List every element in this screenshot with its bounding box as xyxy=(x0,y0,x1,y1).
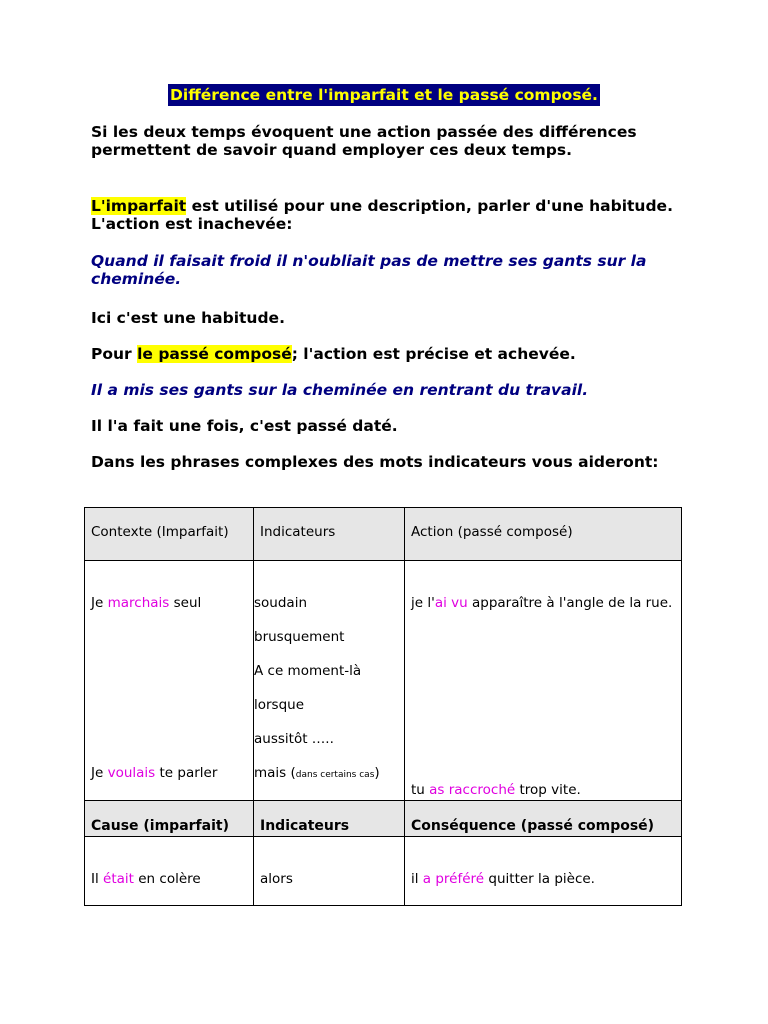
header-indicators: Indicateurs xyxy=(254,508,405,561)
verb-a-prefere: a préféré xyxy=(422,871,485,887)
verb-as-raccroche: as raccroché xyxy=(429,782,516,798)
action-line-2: tu as raccroché trop vite. xyxy=(411,782,581,798)
verb-marchais: marchais xyxy=(107,595,170,611)
indicator-alors: alors xyxy=(254,837,405,906)
indicator-mais: mais (dans certains cas) xyxy=(254,765,380,781)
example-habit: Quand il faisait froid il n'oubliait pas de mettre ses gants sur la cheminée. xyxy=(91,252,647,288)
header-consequence: Conséquence (passé composé) xyxy=(405,801,682,837)
table-row xyxy=(85,561,682,801)
indicator-brusquement: brusquement xyxy=(254,629,345,645)
header-indicators-2: Indicateurs xyxy=(254,801,405,837)
example-completed: Il a mis ses gants sur la cheminée en rentrant du travail. xyxy=(91,381,589,399)
imparfait-term: L'imparfait xyxy=(91,197,187,215)
context-line-1: Je marchais seul xyxy=(91,595,202,611)
action-line-1: je l'ai vu apparaître à l'angle de la rue. xyxy=(411,595,673,611)
passe-compose-paragraph: Pour le passé composé; l'action est précise et achevée. xyxy=(91,345,576,363)
complex-intro: Dans les phrases complexes des mots indicateurs vous aideront: xyxy=(91,453,659,471)
verb-etait: était xyxy=(103,871,134,887)
header-context: Contexte (Imparfait) xyxy=(85,508,254,561)
indicator-aussitot: aussitôt ….. xyxy=(254,731,334,747)
dated-note: Il l'a fait une fois, c'est passé daté. xyxy=(91,417,398,435)
context-line-2: Je voulais te parler xyxy=(91,765,218,781)
table-header-row-2 xyxy=(85,801,682,837)
verb-ai-vu: ai vu xyxy=(434,595,468,611)
context-cell xyxy=(85,561,254,801)
header-cause: Cause (imparfait) xyxy=(85,801,254,837)
document-title: Différence entre l'imparfait et le passé composé. xyxy=(170,86,598,104)
header-action: Action (passé composé) xyxy=(405,508,682,561)
intro-paragraph: Si les deux temps évoquent une action passée des différences permettent de savoir quand employer ces deux temps. xyxy=(91,123,637,159)
indicator-list xyxy=(254,595,380,799)
indicators-table xyxy=(84,507,682,906)
cause-cell: Il était en colère xyxy=(85,837,254,906)
verb-voulais: voulais xyxy=(107,765,156,781)
indicator-soudain: soudain xyxy=(254,595,307,611)
consequence-cell: il a préféré quitter la pièce. xyxy=(405,837,682,906)
indicator-lorsque: lorsque xyxy=(254,697,305,713)
table-row xyxy=(85,837,682,906)
passe-compose-term: le passé composé xyxy=(137,345,292,363)
indicators-cell xyxy=(254,561,405,801)
table-header-row xyxy=(85,508,682,561)
indicator-a-ce-moment: A ce moment-là xyxy=(254,663,362,679)
imparfait-description: est utilisé pour une description, parler d'une habitude. L'action est inachevée: xyxy=(91,197,673,233)
action-cell xyxy=(405,561,682,801)
imparfait-paragraph xyxy=(91,197,691,233)
habit-note: Ici c'est une habitude. xyxy=(91,309,285,327)
